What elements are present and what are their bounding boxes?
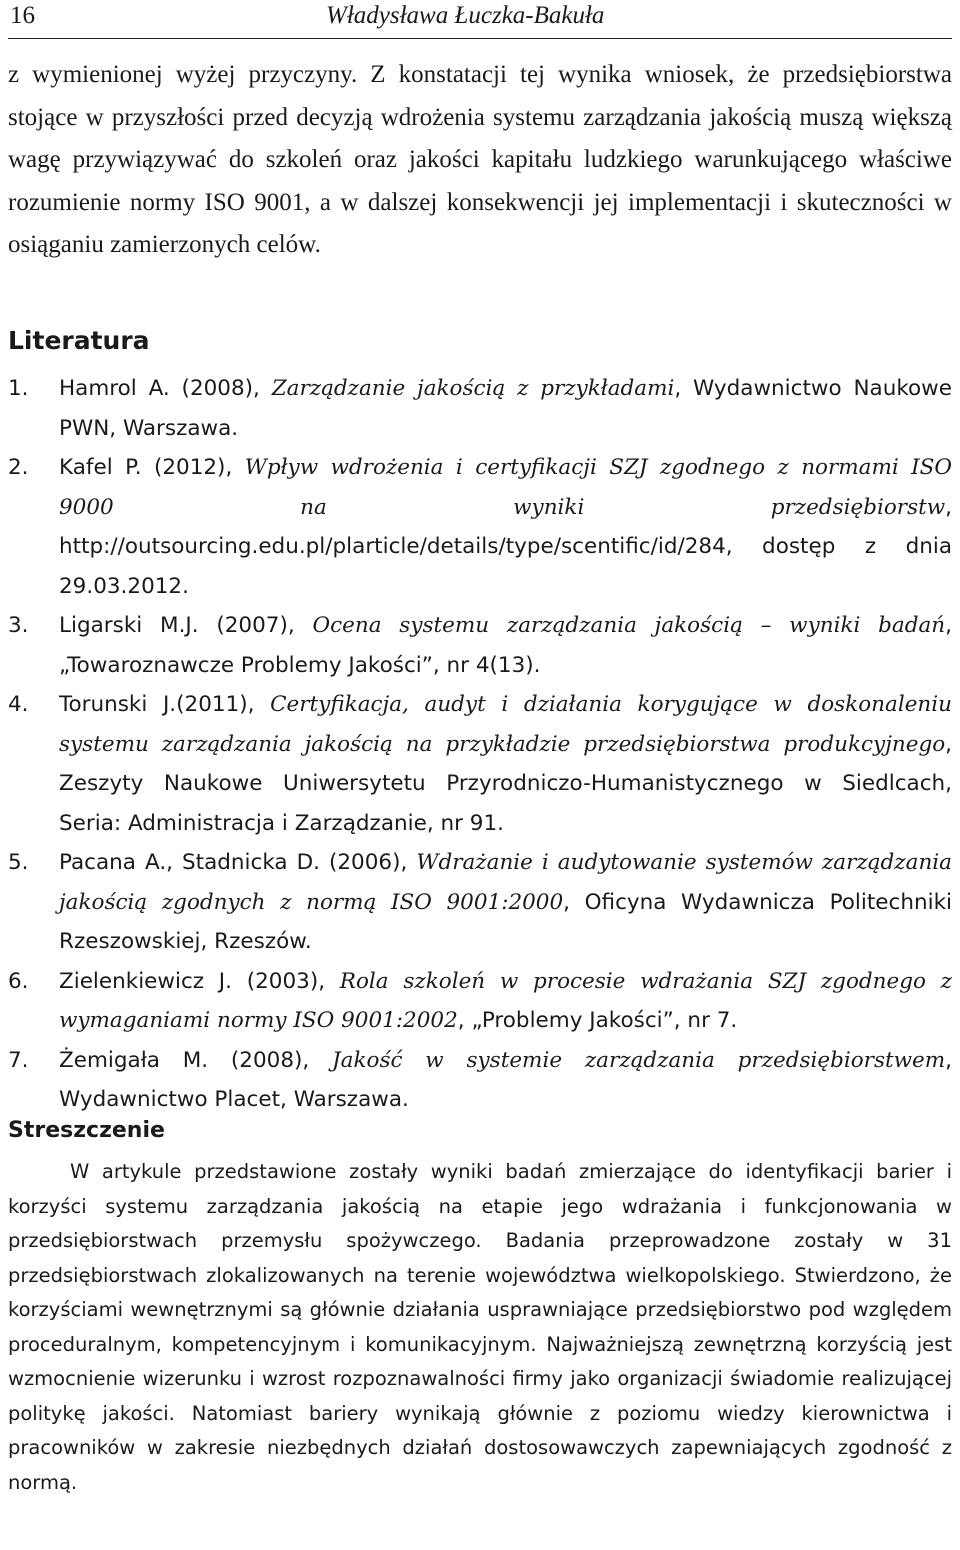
reference-authors: Torunski J.(2011), bbox=[59, 692, 271, 717]
reference-title: Rola szkoleń w procesie wdrażania SZJ zgodnego z wymaganiami normy ISO 9001:2002 bbox=[59, 968, 952, 1033]
reference-authors: Zielenkiewicz J. (2003), bbox=[59, 968, 340, 994]
reference-number: 3. bbox=[8, 613, 29, 638]
reference-number: 6. bbox=[8, 968, 29, 994]
reference-publisher: , „Problemy Jakości”, nr 7. bbox=[457, 1008, 738, 1033]
reference-number: 5. bbox=[8, 850, 29, 875]
reference-publisher: , Zeszyty Naukowe Uniwersytetu Przyrodniczo-Humanistycznego w Siedlcach, Seria: Administracja i Zarządzanie, nr 91. bbox=[59, 731, 952, 836]
reference-title: Wpływ wdrożenia i certyfikacji SZJ zgodnego z normami ISO 9000 na wyniki przedsiębiorstw bbox=[59, 455, 952, 520]
reference-publisher: , Oficyna Wydawnicza Politechniki Rzeszowskiej, Rzeszów. bbox=[59, 889, 952, 954]
reference-number: 7. bbox=[8, 1047, 29, 1073]
reference-list bbox=[8, 369, 952, 1120]
reference-title: Certyfikacja, audyt i działania korygujące w doskonaleniu systemu zarządzania jakością na przykładzie przedsiębiorstwa produkcyjnego bbox=[59, 692, 952, 757]
reference-number: 1. bbox=[8, 376, 29, 401]
reference-authors: Hamrol A. (2008), bbox=[59, 376, 272, 401]
page-number: 16 bbox=[10, 2, 35, 29]
literature-heading: Literatura bbox=[8, 326, 150, 355]
reference-title: Ocena systemu zarządzania jakością – wyniki badań bbox=[312, 613, 946, 638]
reference-publisher: , Wydawnictwo Placet, Warszawa. bbox=[59, 1047, 952, 1112]
reference-item-5 bbox=[8, 843, 952, 962]
abstract-heading: Streszczenie bbox=[8, 1118, 165, 1143]
reference-publisher: , Wydawnictwo Naukowe PWN, Warszawa. bbox=[59, 376, 952, 441]
reference-item-6 bbox=[8, 962, 952, 1041]
running-title: Władysława Łuczka-Bakuła bbox=[326, 2, 605, 29]
reference-publisher: , „Towaroznawcze Problemy Jakości”, nr 4(13). bbox=[59, 613, 952, 678]
reference-authors: Pacana A., Stadnicka D. (2006), bbox=[59, 850, 417, 875]
reference-publisher: , http://outsourcing.edu.pl/plarticle/details/type/scentific/id/284, dostęp z dnia 29.03.2012. bbox=[59, 494, 952, 599]
reference-item-4 bbox=[8, 685, 952, 843]
reference-title: Wdrażanie i audytowanie systemów zarządzania jakością zgodnych z normą ISO 9001:2000 bbox=[59, 850, 952, 915]
reference-item-2 bbox=[8, 448, 952, 606]
intro-paragraph: z wymienionej wyżej przyczyny. Z konstatacji tej wynika wniosek, że przedsiębiorstwa stojące w przyszłości przed decyzją wdrożenia systemu zarządzania jakością muszą większą wagę przywiązywać do szkoleń oraz jakości kapitału ludzkiego warunkującego właściwe rozumienie normy ISO 9001, a w dalszej konsekwencji jej implementacji i skuteczności w osiąganiu zamierzonych celów. bbox=[8, 61, 952, 258]
reference-item-7 bbox=[8, 1041, 952, 1120]
abstract-text: W artykule przedstawione zostały wyniki badań zmierzające do identyfikacji barier i korzyści systemu zarządzania jakością na etapie jego wdrażania i funkcjonowania w przedsiębiorstwach przemysłu spożywczego. Badania przeprowadzone zostały w 31 przedsiębiorstwach zlokalizowanych na terenie województwa wielkopolskiego. Stwierdzono, że korzyściami wewnętrznymi są głównie działania usprawniające przedsiębiorstwo pod względem proceduralnym, kompetencyjnym i komunikacyjnym. Najważniejszą zewnętrzną korzyścią jest wzmocnienie wizerunku i wzrost rozpoznawalności firmy jako organizacji świadomie realizującej politykę jakości. Natomiast bariery wynikają głównie z poziomu wiedzy kierownictwa i pracowników w zakresie niezbędnych działań dostosowawczych zapewniających zgodność z normą. bbox=[8, 1160, 952, 1494]
reference-authors: Kafel P. (2012), bbox=[59, 455, 245, 480]
reference-number: 2. bbox=[8, 455, 29, 480]
reference-item-3 bbox=[8, 606, 952, 685]
page-header bbox=[8, 0, 952, 39]
reference-number: 4. bbox=[8, 692, 29, 717]
reference-authors: Żemigała M. (2008), bbox=[59, 1047, 333, 1073]
reference-item-1 bbox=[8, 369, 952, 448]
reference-title: Zarządzanie jakością z przykładami bbox=[271, 376, 675, 401]
reference-title: Jakość w systemie zarządzania przedsiębiorstwem bbox=[332, 1047, 946, 1073]
reference-authors: Ligarski M.J. (2007), bbox=[59, 613, 313, 638]
